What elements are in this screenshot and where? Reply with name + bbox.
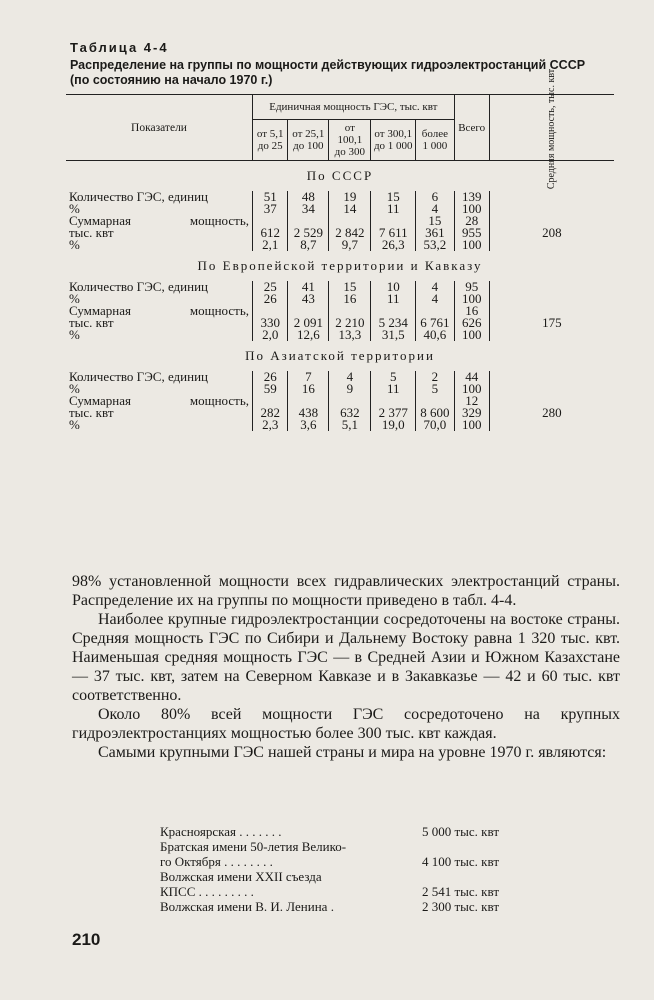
table-cell: 3,6 — [288, 419, 329, 431]
table-cell: 9,7 — [329, 239, 371, 251]
list-item: Волжская имени XXII съезда — [160, 869, 322, 884]
avg-cell — [489, 383, 614, 395]
avg-cell — [489, 293, 614, 305]
table-cell: 2 — [416, 371, 455, 383]
table-cell: 4 — [416, 203, 455, 215]
table-cell: 12 329 — [454, 395, 489, 419]
table-cell: 11 — [371, 203, 416, 215]
header-indicators: Показатели — [66, 95, 253, 161]
avg-cell — [489, 419, 614, 431]
table-cell: 6 761 — [416, 305, 455, 329]
table-cell: 2 529 — [288, 215, 329, 239]
table-cell: 100 — [454, 329, 489, 341]
row-label: Количество ГЭС, единиц — [69, 279, 208, 294]
section-title: По Азиатской территории — [245, 348, 435, 363]
table-row — [66, 395, 614, 419]
row-label: Количество ГЭС, единиц — [69, 189, 208, 204]
table-cell: 438 — [288, 395, 329, 419]
row-label-line: тыс. квт — [69, 405, 114, 420]
table-row — [66, 329, 614, 341]
table-cell: 19 — [329, 191, 371, 203]
table-cell: 10 — [371, 281, 416, 293]
table-cell: 34 — [288, 203, 329, 215]
row-label: % — [69, 327, 80, 342]
paragraph: Самыми крупными ГЭС нашей страны и мира на уровне 1970 г. являются: — [98, 744, 607, 761]
row-label — [66, 395, 253, 419]
table-cell: 7 611 — [371, 215, 416, 239]
table-cell: 16 — [288, 383, 329, 395]
table-cell: 2,1 — [253, 239, 288, 251]
table-cell: 51 — [253, 191, 288, 203]
header-unit-group: Единичная мощность ГЭС, тыс. квт — [253, 95, 455, 120]
table-row — [66, 191, 614, 203]
table-cell: 26 — [253, 293, 288, 305]
table-cell: 8,7 — [288, 239, 329, 251]
avg-cell — [489, 203, 614, 215]
table-row — [66, 419, 614, 431]
table-number: Таблица 4-4 — [70, 40, 169, 55]
table-row — [66, 239, 614, 251]
avg-cell: 208 — [489, 215, 614, 239]
table-row — [66, 281, 614, 293]
table-cell: 9 — [329, 383, 371, 395]
table-cell: 139 — [454, 191, 489, 203]
page-number: 210 — [72, 930, 101, 949]
table-cell: 95 — [454, 281, 489, 293]
table-cell: 4 — [416, 293, 455, 305]
table-cell: 11 — [371, 383, 416, 395]
table-cell: 100 — [454, 419, 489, 431]
section-row — [66, 161, 614, 192]
list-item: Волжская имени В. И. Ленина . 2 300 тыс. квт — [160, 899, 499, 914]
row-label-line: Суммарная мощность, — [69, 303, 249, 318]
list-item: Красноярская . . . . . . . 5 000 тыс. квт — [160, 824, 499, 839]
avg-cell: 280 — [489, 395, 614, 419]
paragraph: Наиболее крупные гидроэлектростанции сосредоточены на востоке страны. Средняя мощность ГЭС по Сибири и Дальнему Востоку равна 1 320 тыс. квт. Наименьшая средняя мощность ГЭС — в Средней Азии и Южном Казахстане — 37 тыс. квт, затем на Северном Кавказе и в Закавказье — 42 и 60 тыс. квт соответственно. — [72, 611, 620, 704]
table-cell: 37 — [253, 203, 288, 215]
table-row — [66, 215, 614, 239]
list-item: КПСС . . . . . . . . . 2 541 тыс. квт — [160, 884, 499, 899]
header-range: более 1 000 — [416, 120, 455, 161]
table-cell: 16 — [329, 293, 371, 305]
table-cell: 100 — [454, 293, 489, 305]
row-label: % — [69, 291, 80, 306]
section-title: По СССР — [306, 168, 374, 183]
section-row — [66, 341, 614, 371]
table-cell: 5,1 — [329, 419, 371, 431]
table-cell: 70,0 — [416, 419, 455, 431]
table-cell: 5 234 — [371, 305, 416, 329]
table-cell: 12,6 — [288, 329, 329, 341]
table-title: Распределение на группы по мощности действующих гидроэлектростанций СССР (по состоянию на начало 1970 г.) — [70, 58, 586, 87]
table-cell: 282 — [253, 395, 288, 419]
table-cell: 6 — [416, 191, 455, 203]
section-title: По Европейской территории и Кавказу — [197, 258, 483, 273]
table-cell: 53,2 — [416, 239, 455, 251]
table-cell: 2,0 — [253, 329, 288, 341]
table-cell: 100 — [454, 203, 489, 215]
table-cell: 44 — [454, 371, 489, 383]
table-cell: 31,5 — [371, 329, 416, 341]
table-row — [66, 371, 614, 383]
row-label — [66, 305, 253, 329]
table-cell: 16 626 — [454, 305, 489, 329]
paragraph: Около 80% всей мощности ГЭС сосредоточено на крупных гидроэлектростанциях мощностью более 300 тыс. квт каждая. — [72, 706, 620, 742]
avg-cell — [489, 281, 614, 293]
table-cell: 4 — [329, 371, 371, 383]
table-cell: 25 — [253, 281, 288, 293]
table-cell: 4 — [416, 281, 455, 293]
table-cell: 11 — [371, 293, 416, 305]
row-label: % — [69, 417, 80, 432]
row-label: % — [69, 381, 80, 396]
table-cell: 59 — [253, 383, 288, 395]
table-cell: 15 — [329, 281, 371, 293]
list-item: го Октября . . . . . . . . 4 100 тыс. квт — [160, 854, 499, 869]
table-cell: 7 — [288, 371, 329, 383]
table-cell: 41 — [288, 281, 329, 293]
section-row — [66, 251, 614, 281]
header-avg: Средняя мощность, тыс. квт — [489, 95, 614, 161]
table-cell: 26,3 — [371, 239, 416, 251]
table-cell: 28 955 — [454, 215, 489, 239]
row-label-line: Суммарная мощность, — [69, 213, 249, 228]
row-label-line: тыс. квт — [69, 315, 114, 330]
row-label-line: Суммарная мощность, — [69, 393, 249, 408]
header-range: от 100,1 до 300 — [329, 120, 371, 161]
table-cell: 15 361 — [416, 215, 455, 239]
header-range: от 5,1 до 25 — [253, 120, 288, 161]
table-cell: 632 — [329, 395, 371, 419]
table-cell: 100 — [454, 239, 489, 251]
row-label — [66, 215, 253, 239]
table-cell: 5 — [416, 383, 455, 395]
avg-cell — [489, 239, 614, 251]
table-cell: 5 — [371, 371, 416, 383]
table-cell: 43 — [288, 293, 329, 305]
body-text — [72, 572, 620, 762]
row-label: % — [69, 201, 80, 216]
avg-cell — [489, 191, 614, 203]
table-cell: 2 091 — [288, 305, 329, 329]
paragraph: 98% установленной мощности всех гидравлических электростанций страны. Распределение их на группы по мощности приведено в табл. 4-4. — [72, 573, 620, 609]
table-cell: 330 — [253, 305, 288, 329]
table-cell: 48 — [288, 191, 329, 203]
table-cell: 15 — [371, 191, 416, 203]
table-cell: 8 600 — [416, 395, 455, 419]
avg-cell: 175 — [489, 305, 614, 329]
table-cell: 40,6 — [416, 329, 455, 341]
header-range: от 25,1 до 100 — [288, 120, 329, 161]
table-cell: 2 842 — [329, 215, 371, 239]
header-total: Всего — [454, 95, 489, 161]
table-cell: 13,3 — [329, 329, 371, 341]
header-range: от 300,1 до 1 000 — [371, 120, 416, 161]
table-cell: 14 — [329, 203, 371, 215]
table-cell: 2 377 — [371, 395, 416, 419]
row-label: % — [69, 237, 80, 252]
table-row — [66, 305, 614, 329]
row-label: Количество ГЭС, единиц — [69, 369, 208, 384]
stations-list — [160, 824, 532, 914]
table-cell: 2 210 — [329, 305, 371, 329]
list-item: Братская имени 50-летия Велико- — [160, 839, 347, 854]
avg-cell — [489, 329, 614, 341]
table-cell: 26 — [253, 371, 288, 383]
table-cell: 612 — [253, 215, 288, 239]
avg-cell — [489, 371, 614, 383]
row-label-line: тыс. квт — [69, 225, 114, 240]
table-cell: 100 — [454, 383, 489, 395]
table-cell: 2,3 — [253, 419, 288, 431]
table-cell: 19,0 — [371, 419, 416, 431]
